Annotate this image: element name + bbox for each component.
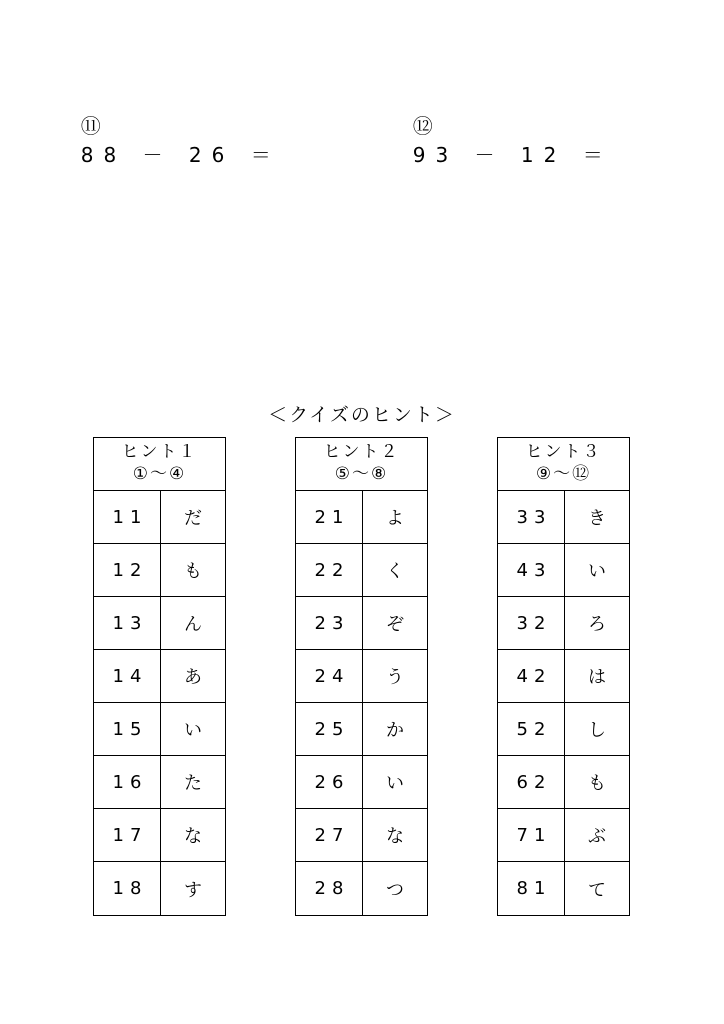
hint-number: 62 — [498, 756, 565, 808]
hint-number: 17 — [94, 809, 161, 861]
hint-row — [498, 491, 629, 544]
hint-header — [94, 438, 225, 491]
problem-number: ⑪ — [80, 114, 103, 138]
hint-kana: う — [386, 667, 404, 688]
hint-number: 12 — [94, 544, 161, 596]
hint-row — [94, 756, 225, 809]
hint-number: 11 — [94, 491, 161, 543]
hint-number: 28 — [296, 862, 363, 915]
hint-row — [94, 491, 225, 544]
hint-kana: も — [588, 773, 606, 794]
hint-kana: い — [184, 720, 202, 741]
hint-row — [94, 650, 225, 703]
hint-row — [498, 650, 629, 703]
hint-number: 26 — [296, 756, 363, 808]
hint-row — [498, 809, 629, 862]
problem-expression: 88 － 26 ＝ — [80, 143, 281, 167]
problem-12 — [396, 86, 613, 168]
hint-number: 33 — [498, 491, 565, 543]
hint-number: 24 — [296, 650, 363, 702]
hint-kana: た — [184, 773, 202, 794]
hint-number: 27 — [296, 809, 363, 861]
hints-title: ＜クイズのヒント＞ — [268, 404, 456, 426]
hint-kana: ぞ — [386, 614, 404, 635]
hint-kana: し — [588, 720, 606, 741]
problem-number: ⑫ — [412, 114, 435, 138]
hint-row — [296, 862, 427, 915]
hint-row — [94, 597, 225, 650]
hint-number: 32 — [498, 597, 565, 649]
hint-table-2 — [295, 437, 428, 916]
hint-number: 22 — [296, 544, 363, 596]
hint-header — [498, 438, 629, 491]
hint-kana: よ — [386, 508, 404, 529]
hint-kana: く — [386, 561, 404, 582]
hint-number: 15 — [94, 703, 161, 755]
hint-number: 81 — [498, 862, 565, 915]
hint-number: 16 — [94, 756, 161, 808]
hint-title: ヒント２ — [323, 442, 400, 462]
hint-range: ①～④ — [132, 464, 187, 484]
hint-kana: き — [588, 508, 606, 529]
problem-11 — [64, 86, 281, 168]
hint-number: 14 — [94, 650, 161, 702]
hint-row — [296, 544, 427, 597]
hint-kana: か — [386, 720, 404, 741]
problem-expression: 93 － 12 ＝ — [412, 143, 613, 167]
hint-kana: い — [386, 773, 404, 794]
hint-row — [296, 491, 427, 544]
hint-number: 52 — [498, 703, 565, 755]
hint-number: 71 — [498, 809, 565, 861]
hint-kana: す — [184, 879, 202, 901]
hint-kana: も — [184, 561, 202, 582]
hint-row — [94, 809, 225, 862]
hint-number: 21 — [296, 491, 363, 543]
hint-row — [296, 650, 427, 703]
hint-number: 18 — [94, 862, 161, 915]
hint-number: 25 — [296, 703, 363, 755]
hint-range: ⑨～⑫ — [535, 464, 592, 484]
hint-kana: ぶ — [588, 826, 606, 847]
hint-header — [296, 438, 427, 491]
hint-row — [94, 862, 225, 915]
hint-kana: あ — [184, 667, 202, 688]
hint-kana: な — [184, 826, 202, 847]
hint-table-1 — [93, 437, 226, 916]
hint-kana: は — [588, 667, 606, 688]
hint-kana: ろ — [588, 614, 606, 635]
hint-number: 43 — [498, 544, 565, 596]
hint-kana: だ — [184, 508, 202, 529]
hint-number: 13 — [94, 597, 161, 649]
hint-row — [498, 544, 629, 597]
hint-row — [296, 809, 427, 862]
hint-table-3 — [497, 437, 630, 916]
hint-row — [94, 703, 225, 756]
hint-kana: て — [588, 879, 606, 901]
hint-row — [498, 597, 629, 650]
hint-row — [94, 544, 225, 597]
hint-row — [498, 756, 629, 809]
hint-row — [296, 703, 427, 756]
hint-title: ヒント３ — [525, 442, 602, 462]
hint-range: ⑤～⑧ — [334, 464, 389, 484]
hint-kana: つ — [386, 879, 404, 901]
hint-kana: な — [386, 826, 404, 847]
hint-row — [498, 862, 629, 915]
hint-kana: ん — [184, 614, 202, 635]
hint-row — [498, 703, 629, 756]
hint-kana: い — [588, 561, 606, 582]
hint-number: 23 — [296, 597, 363, 649]
hint-title: ヒント１ — [121, 442, 198, 462]
hint-number: 42 — [498, 650, 565, 702]
hint-row — [296, 597, 427, 650]
hint-row — [296, 756, 427, 809]
